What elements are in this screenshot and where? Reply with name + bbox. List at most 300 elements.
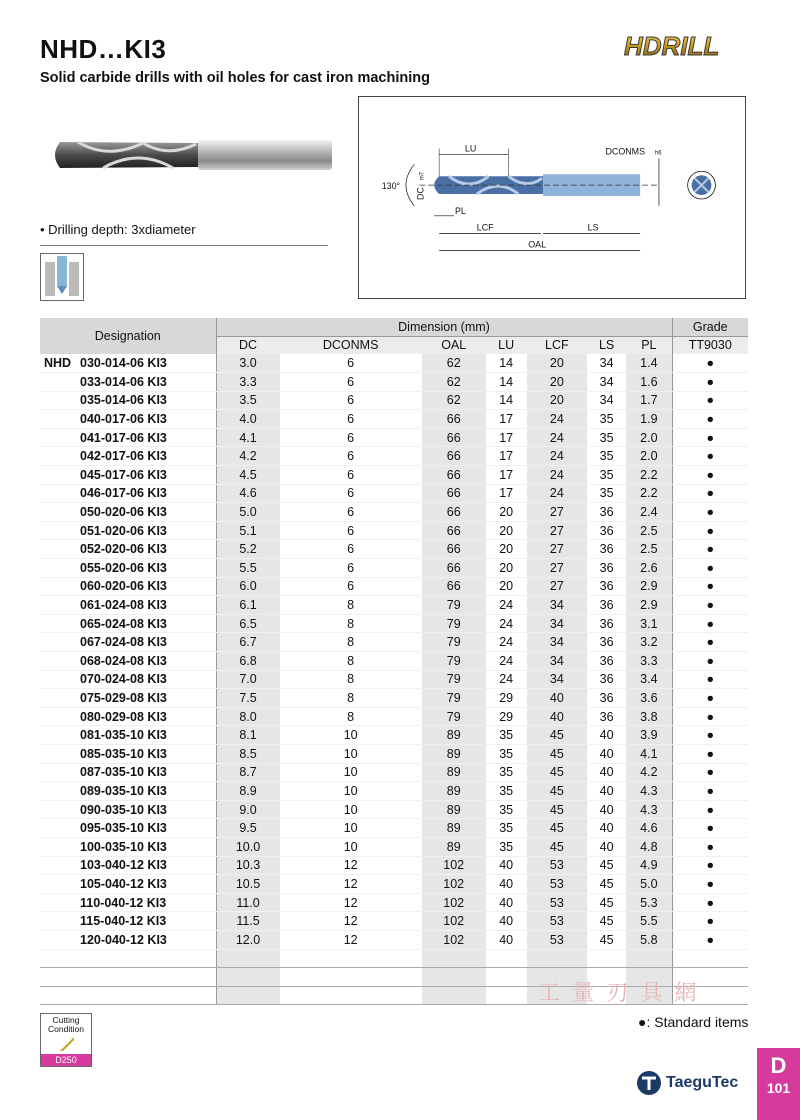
value-cell-ls: 40 — [587, 726, 626, 745]
value-cell-pl: 3.8 — [626, 707, 672, 726]
grade-cell: ● — [672, 521, 748, 540]
table-row — [40, 707, 748, 726]
value-cell-lu: 17 — [486, 466, 527, 485]
value-cell-pl: 5.8 — [626, 930, 672, 949]
value-cell-dc: 3.3 — [216, 373, 280, 392]
designation-cell — [40, 596, 216, 615]
value-cell-oal: 89 — [422, 744, 486, 763]
table-row — [40, 670, 748, 689]
empty-cell — [422, 986, 486, 1005]
value-cell-ls: 36 — [587, 540, 626, 559]
value-cell-ls: 36 — [587, 614, 626, 633]
value-cell-dconms: 12 — [280, 875, 422, 894]
table-row — [40, 689, 748, 708]
col-header-oal: OAL — [422, 336, 486, 354]
value-cell-pl: 2.9 — [626, 577, 672, 596]
table-row — [40, 410, 748, 429]
grade-cell: ● — [672, 484, 748, 503]
value-cell-dconms: 10 — [280, 819, 422, 838]
designation-cell — [40, 689, 216, 708]
value-cell-ls: 35 — [587, 466, 626, 485]
value-cell-dconms: 6 — [280, 391, 422, 410]
value-cell-ls: 36 — [587, 689, 626, 708]
value-cell-dc: 11.5 — [216, 912, 280, 931]
designation-code: 085-035-10 KI3 — [80, 746, 167, 761]
designation-code: 075-029-08 KI3 — [80, 690, 167, 705]
empty-cell — [486, 986, 527, 1005]
col-header-dconms: DCONMS — [280, 336, 422, 354]
empty-cell — [422, 949, 486, 968]
designation-cell — [40, 428, 216, 447]
value-cell-lu: 14 — [486, 354, 527, 373]
designation-code: 110-040-12 KI3 — [80, 895, 167, 910]
table-row — [40, 875, 748, 894]
grade-cell: ● — [672, 577, 748, 596]
col-header-lcf: LCF — [527, 336, 587, 354]
designation-code: 061-024-08 KI3 — [80, 598, 167, 613]
oal-label: OAL — [528, 239, 547, 250]
designation-code: 033-014-06 KI3 — [80, 374, 167, 389]
value-cell-lu: 20 — [486, 540, 527, 559]
designation-cell — [40, 410, 216, 429]
value-cell-pl: 3.1 — [626, 614, 672, 633]
value-cell-pl: 3.2 — [626, 633, 672, 652]
value-cell-dconms: 6 — [280, 503, 422, 522]
value-cell-pl: 2.0 — [626, 428, 672, 447]
grade-cell: ● — [672, 726, 748, 745]
grade-cell: ● — [672, 614, 748, 633]
value-cell-lcf: 45 — [527, 819, 587, 838]
ls-label: LS — [587, 222, 599, 233]
value-cell-lu: 14 — [486, 391, 527, 410]
grade-cell: ● — [672, 373, 748, 392]
value-cell-lcf: 20 — [527, 354, 587, 373]
designation-cell — [40, 707, 216, 726]
value-cell-lu: 40 — [486, 875, 527, 894]
table-row — [40, 763, 748, 782]
value-cell-oal: 66 — [422, 428, 486, 447]
designation-cell — [40, 521, 216, 540]
value-cell-lu: 29 — [486, 707, 527, 726]
angle-label: 130° — [381, 181, 401, 192]
grade-cell: ● — [672, 800, 748, 819]
designation-code: 065-024-08 KI3 — [80, 616, 167, 631]
value-cell-ls: 36 — [587, 503, 626, 522]
value-cell-ls: 35 — [587, 410, 626, 429]
table-row — [40, 391, 748, 410]
table-row — [40, 484, 748, 503]
grade-cell: ● — [672, 875, 748, 894]
value-cell-lu: 17 — [486, 447, 527, 466]
table-row — [40, 726, 748, 745]
designation-cell — [40, 856, 216, 875]
brand-logo — [636, 1070, 738, 1096]
value-cell-lcf: 27 — [527, 521, 587, 540]
designation-header: Designation — [40, 318, 216, 354]
designation-code: 103-040-12 KI3 — [80, 858, 167, 873]
designation-cell — [40, 652, 216, 671]
value-cell-lcf: 40 — [527, 689, 587, 708]
value-cell-oal: 89 — [422, 763, 486, 782]
value-cell-lcf: 34 — [527, 596, 587, 615]
value-cell-pl: 4.2 — [626, 763, 672, 782]
value-cell-dconms: 6 — [280, 373, 422, 392]
value-cell-lcf: 45 — [527, 837, 587, 856]
value-cell-ls: 35 — [587, 447, 626, 466]
designation-cell — [40, 503, 216, 522]
value-cell-lcf: 20 — [527, 391, 587, 410]
table-row — [40, 800, 748, 819]
value-cell-lcf: 24 — [527, 484, 587, 503]
value-cell-ls: 36 — [587, 559, 626, 578]
table-row — [40, 373, 748, 392]
designation-cell — [40, 633, 216, 652]
value-cell-dconms: 8 — [280, 670, 422, 689]
value-cell-pl: 4.6 — [626, 819, 672, 838]
value-cell-pl: 3.6 — [626, 689, 672, 708]
value-cell-oal: 79 — [422, 596, 486, 615]
brand-name: TaeguTec — [666, 1074, 739, 1091]
value-cell-lu: 40 — [486, 893, 527, 912]
value-cell-dc: 6.7 — [216, 633, 280, 652]
designation-code: 060-020-06 KI3 — [80, 579, 167, 594]
table-row — [40, 782, 748, 801]
drilling-depth-note: • Drilling depth: 3xdiameter — [40, 222, 196, 237]
value-cell-dconms: 12 — [280, 856, 422, 875]
lcf-label: LCF — [476, 222, 494, 233]
designation-cell — [40, 837, 216, 856]
value-cell-lcf: 45 — [527, 800, 587, 819]
designation-code: 081-035-10 KI3 — [80, 728, 167, 743]
drill-photo — [48, 130, 338, 180]
designation-cell — [40, 726, 216, 745]
value-cell-lu: 35 — [486, 726, 527, 745]
value-cell-dc: 6.1 — [216, 596, 280, 615]
table-row — [40, 856, 748, 875]
value-cell-dconms: 10 — [280, 763, 422, 782]
value-cell-oal: 62 — [422, 391, 486, 410]
value-cell-dc: 4.5 — [216, 466, 280, 485]
value-cell-dc: 4.6 — [216, 484, 280, 503]
value-cell-pl: 2.4 — [626, 503, 672, 522]
value-cell-dc: 11.0 — [216, 893, 280, 912]
designation-code: 115-040-12 KI3 — [80, 914, 167, 929]
empty-cell — [216, 949, 280, 968]
grade-cell: ● — [672, 596, 748, 615]
section-letter: D — [770, 1053, 787, 1078]
designation-code: 052-020-06 KI3 — [80, 542, 167, 557]
value-cell-dc: 8.7 — [216, 763, 280, 782]
value-cell-lcf: 27 — [527, 540, 587, 559]
value-cell-pl: 1.9 — [626, 410, 672, 429]
value-cell-dc: 7.5 — [216, 689, 280, 708]
grade-cell: ● — [672, 354, 748, 373]
designation-code: 067-024-08 KI3 — [80, 635, 167, 650]
value-cell-dconms: 10 — [280, 744, 422, 763]
value-cell-lu: 35 — [486, 800, 527, 819]
value-cell-lu: 14 — [486, 373, 527, 392]
grade-cell: ● — [672, 559, 748, 578]
value-cell-dconms: 8 — [280, 614, 422, 633]
value-cell-pl: 2.2 — [626, 466, 672, 485]
value-cell-ls: 34 — [587, 391, 626, 410]
cutting-tool-icon — [57, 1034, 77, 1054]
value-cell-ls: 35 — [587, 484, 626, 503]
value-cell-oal: 79 — [422, 689, 486, 708]
grade-cell: ● — [672, 837, 748, 856]
designation-code: 042-017-06 KI3 — [80, 449, 167, 464]
grade-cell: ● — [672, 912, 748, 931]
value-cell-pl: 4.1 — [626, 744, 672, 763]
page-subtitle: Solid carbide drills with oil holes for cast iron machining — [40, 70, 430, 86]
value-cell-ls: 36 — [587, 577, 626, 596]
designation-code: 070-024-08 KI3 — [80, 672, 167, 687]
value-cell-ls: 40 — [587, 837, 626, 856]
value-cell-dconms: 6 — [280, 521, 422, 540]
value-cell-ls: 35 — [587, 428, 626, 447]
value-cell-dconms: 8 — [280, 689, 422, 708]
value-cell-lu: 17 — [486, 484, 527, 503]
logo-text: HDRILL — [624, 31, 720, 61]
value-cell-dc: 9.5 — [216, 819, 280, 838]
value-cell-pl: 2.9 — [626, 596, 672, 615]
empty-cell — [486, 949, 527, 968]
value-cell-lu: 17 — [486, 428, 527, 447]
dc-label: DC — [415, 187, 426, 200]
value-cell-dc: 5.0 — [216, 503, 280, 522]
empty-cell — [626, 949, 672, 968]
designation-cell — [40, 782, 216, 801]
section-tab[interactable] — [757, 1048, 800, 1120]
empty-cell — [40, 986, 216, 1005]
drill-dimension-diagram — [358, 96, 746, 299]
value-cell-lcf: 27 — [527, 559, 587, 578]
designation-code: 087-035-10 KI3 — [80, 765, 167, 780]
col-header-tt9030: TT9030 — [672, 336, 748, 354]
value-cell-oal: 102 — [422, 875, 486, 894]
table-row — [40, 744, 748, 763]
value-cell-oal: 62 — [422, 373, 486, 392]
value-cell-lu: 20 — [486, 503, 527, 522]
value-cell-dconms: 6 — [280, 447, 422, 466]
value-cell-oal: 66 — [422, 410, 486, 429]
hdrill-logo — [620, 28, 750, 64]
value-cell-ls: 36 — [587, 670, 626, 689]
value-cell-ls: 45 — [587, 875, 626, 894]
value-cell-dc: 6.0 — [216, 577, 280, 596]
value-cell-oal: 89 — [422, 819, 486, 838]
table-row — [40, 614, 748, 633]
value-cell-oal: 89 — [422, 726, 486, 745]
value-cell-pl: 2.2 — [626, 484, 672, 503]
value-cell-lu: 20 — [486, 521, 527, 540]
value-cell-ls: 40 — [587, 819, 626, 838]
value-cell-dconms: 6 — [280, 466, 422, 485]
value-cell-lcf: 27 — [527, 577, 587, 596]
value-cell-pl: 5.5 — [626, 912, 672, 931]
value-cell-lcf: 34 — [527, 633, 587, 652]
value-cell-dc: 6.5 — [216, 614, 280, 633]
value-cell-oal: 66 — [422, 466, 486, 485]
value-cell-dc: 3.0 — [216, 354, 280, 373]
grade-cell: ● — [672, 893, 748, 912]
grade-cell: ● — [672, 428, 748, 447]
value-cell-lu: 35 — [486, 782, 527, 801]
value-cell-lu: 40 — [486, 856, 527, 875]
value-cell-lcf: 53 — [527, 930, 587, 949]
divider — [40, 245, 328, 246]
value-cell-dc: 7.0 — [216, 670, 280, 689]
value-cell-dc: 8.1 — [216, 726, 280, 745]
value-cell-ls: 36 — [587, 652, 626, 671]
value-cell-ls: 40 — [587, 800, 626, 819]
page-number: 101 — [766, 1080, 791, 1096]
designation-cell — [40, 540, 216, 559]
designation-code: 068-024-08 KI3 — [80, 653, 167, 668]
cutting-condition-code: D250 — [41, 1054, 91, 1066]
grade-cell: ● — [672, 466, 748, 485]
value-cell-dconms: 10 — [280, 726, 422, 745]
designation-cell — [40, 744, 216, 763]
designation-code: 105-040-12 KI3 — [80, 876, 167, 891]
empty-cell — [587, 949, 626, 968]
value-cell-dconms: 12 — [280, 912, 422, 931]
value-cell-dconms: 6 — [280, 428, 422, 447]
grade-cell: ● — [672, 744, 748, 763]
designation-cell — [40, 930, 216, 949]
value-cell-pl: 1.7 — [626, 391, 672, 410]
value-cell-pl: 1.4 — [626, 354, 672, 373]
value-cell-oal: 102 — [422, 856, 486, 875]
value-cell-lu: 35 — [486, 837, 527, 856]
designation-cell — [40, 466, 216, 485]
value-cell-ls: 45 — [587, 856, 626, 875]
value-cell-lcf: 24 — [527, 447, 587, 466]
value-cell-oal: 102 — [422, 930, 486, 949]
designation-code: 089-035-10 KI3 — [80, 783, 167, 798]
value-cell-oal: 79 — [422, 652, 486, 671]
grade-cell: ● — [672, 670, 748, 689]
value-cell-ls: 40 — [587, 763, 626, 782]
value-cell-pl: 4.3 — [626, 782, 672, 801]
value-cell-dc: 9.0 — [216, 800, 280, 819]
value-cell-lcf: 53 — [527, 875, 587, 894]
value-cell-lcf: 20 — [527, 373, 587, 392]
table-row — [40, 837, 748, 856]
grade-cell: ● — [672, 540, 748, 559]
value-cell-dconms: 10 — [280, 837, 422, 856]
grade-cell: ● — [672, 856, 748, 875]
grade-cell: ● — [672, 633, 748, 652]
grade-cell: ● — [672, 689, 748, 708]
designation-prefix: NHD — [44, 356, 72, 371]
designation-cell — [40, 391, 216, 410]
value-cell-pl: 2.5 — [626, 521, 672, 540]
empty-cell — [672, 949, 748, 968]
designation-cell — [40, 875, 216, 894]
value-cell-dc: 6.8 — [216, 652, 280, 671]
designation-code: 090-035-10 KI3 — [80, 802, 167, 817]
col-header-ls: LS — [587, 336, 626, 354]
designation-code: 055-020-06 KI3 — [80, 560, 167, 575]
value-cell-dconms: 8 — [280, 652, 422, 671]
value-cell-oal: 89 — [422, 800, 486, 819]
dconms-tolerance: h6 — [654, 150, 662, 157]
table-row — [40, 466, 748, 485]
value-cell-oal: 66 — [422, 503, 486, 522]
empty-cell — [486, 968, 527, 987]
value-cell-dc: 10.3 — [216, 856, 280, 875]
table-row — [40, 596, 748, 615]
designation-code: 040-017-06 KI3 — [80, 412, 167, 427]
designation-cell — [40, 912, 216, 931]
table-row — [40, 559, 748, 578]
value-cell-lcf: 40 — [527, 707, 587, 726]
value-cell-dc: 4.2 — [216, 447, 280, 466]
table-row — [40, 521, 748, 540]
value-cell-lcf: 53 — [527, 893, 587, 912]
value-cell-oal: 79 — [422, 670, 486, 689]
value-cell-oal: 62 — [422, 354, 486, 373]
value-cell-pl: 3.9 — [626, 726, 672, 745]
value-cell-ls: 40 — [587, 782, 626, 801]
grade-cell: ● — [672, 707, 748, 726]
through-hole-icon — [40, 253, 84, 301]
col-header-lu: LU — [486, 336, 527, 354]
grade-cell: ● — [672, 447, 748, 466]
designation-cell — [40, 614, 216, 633]
value-cell-lu: 24 — [486, 652, 527, 671]
empty-cell — [40, 968, 216, 987]
col-header-dc: DC — [216, 336, 280, 354]
specification-table — [40, 318, 748, 1005]
table-row — [40, 819, 748, 838]
empty-cell — [527, 949, 587, 968]
value-cell-dconms: 6 — [280, 354, 422, 373]
designation-cell — [40, 819, 216, 838]
cutting-condition-badge[interactable] — [40, 1013, 92, 1067]
value-cell-lu: 35 — [486, 744, 527, 763]
designation-cell — [40, 670, 216, 689]
value-cell-lu: 35 — [486, 819, 527, 838]
table-row — [40, 912, 748, 931]
taegutec-icon — [636, 1070, 662, 1096]
value-cell-oal: 79 — [422, 633, 486, 652]
value-cell-ls: 40 — [587, 744, 626, 763]
value-cell-pl: 5.0 — [626, 875, 672, 894]
designation-cell — [40, 763, 216, 782]
dconms-label: DCONMS — [605, 146, 646, 157]
value-cell-pl: 2.6 — [626, 559, 672, 578]
value-cell-lu: 20 — [486, 577, 527, 596]
designation-code: 100-035-10 KI3 — [80, 839, 167, 854]
table-row — [40, 428, 748, 447]
page-title: NHD…KI3 — [40, 34, 167, 64]
value-cell-pl: 2.0 — [626, 447, 672, 466]
grade-cell: ● — [672, 819, 748, 838]
grade-cell: ● — [672, 391, 748, 410]
empty-cell — [40, 949, 216, 968]
table-row — [40, 893, 748, 912]
grade-cell: ● — [672, 763, 748, 782]
value-cell-dconms: 8 — [280, 633, 422, 652]
value-cell-lu: 40 — [486, 912, 527, 931]
value-cell-pl: 4.8 — [626, 837, 672, 856]
value-cell-ls: 34 — [587, 373, 626, 392]
value-cell-lcf: 24 — [527, 410, 587, 429]
value-cell-dc: 8.9 — [216, 782, 280, 801]
value-cell-dconms: 8 — [280, 707, 422, 726]
